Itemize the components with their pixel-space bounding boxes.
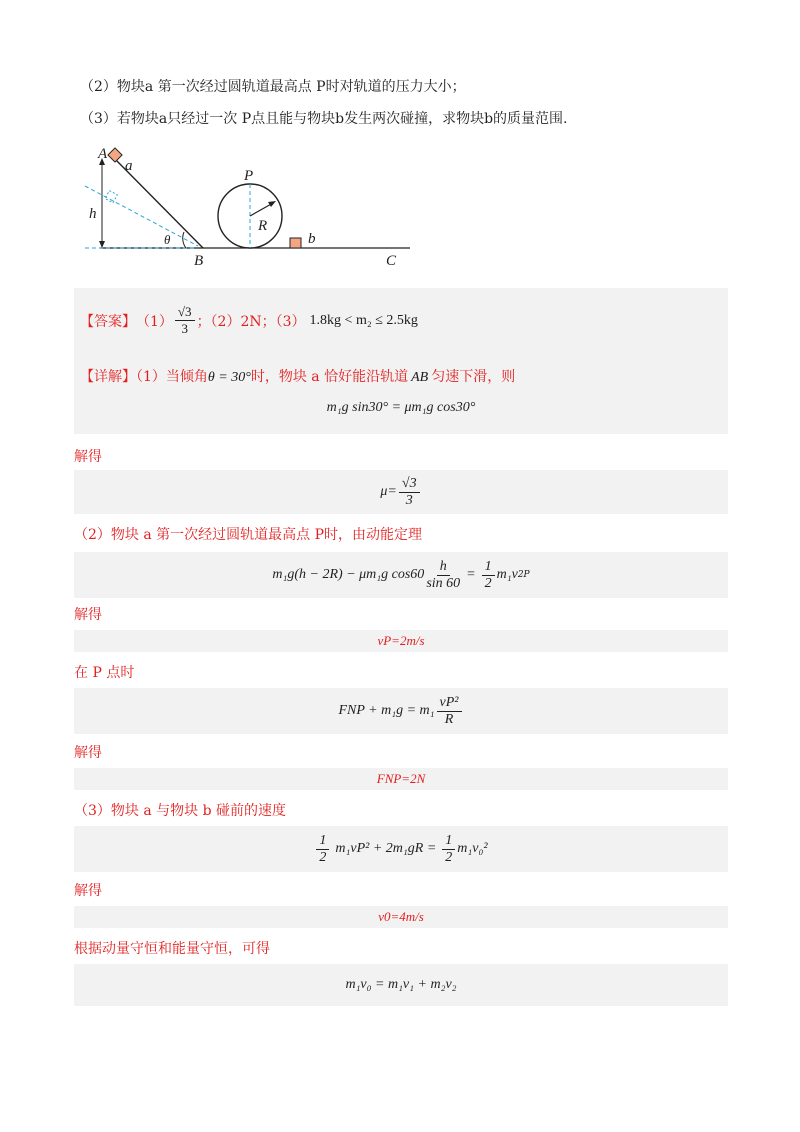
detail-ab: AB (411, 370, 429, 385)
vp-result: vP=2m/s (377, 633, 425, 648)
eq3-num: vP² (437, 695, 462, 712)
equation-1: m₁g sin30° = μm₁g cos30° (326, 400, 476, 415)
theta-arc (183, 232, 186, 248)
eq4-half2 (442, 833, 455, 866)
label-theta: θ (164, 232, 171, 247)
v0-block (74, 906, 728, 928)
vp-block (74, 630, 728, 652)
mu-den: 3 (405, 492, 413, 508)
label-b: b (308, 231, 316, 247)
part2-title: （2）物块 a 第一次经过圆轨道最高点 P时，由动能定理 (74, 527, 423, 543)
label-R: R (258, 218, 268, 234)
answer-line (80, 304, 418, 337)
eq2-eq: = (466, 567, 476, 582)
eq4-half1-den: 2 (319, 849, 327, 865)
detail-intro-b: 时，物块 a 恰好能沿轨道 (250, 369, 409, 385)
block-a (108, 148, 122, 162)
solve-label-4: 解得 (74, 883, 102, 899)
label-A: A (98, 146, 108, 162)
mu-block (74, 470, 728, 514)
equation-5-block (74, 964, 728, 1006)
eq4-half2-num: 1 (442, 833, 455, 850)
solve-label-2: 解得 (74, 607, 102, 623)
answer-range: 1.8kg < m₂ ≤ 2.5kg (309, 312, 418, 328)
at-p-label: 在 P 点时 (74, 665, 135, 681)
label-h: h (89, 206, 97, 222)
eq2-half (482, 559, 495, 592)
eq2-half-den: 2 (484, 575, 492, 591)
question-3: （3）若物块a只经过一次 P点且能与物块b发生两次碰撞，求物块b的质量范围. (80, 111, 568, 127)
eq3-den: R (444, 711, 454, 727)
answer-part2: ；（2）2N；（3） (196, 313, 306, 330)
eq2-lhs: m₁g(h − 2R) − μm₁g cos60 (272, 567, 425, 582)
mu-fraction (399, 476, 420, 509)
eq4-half2-den: 2 (445, 849, 453, 865)
v0-result: v0=4m/s (378, 909, 424, 924)
solve-label-3: 解得 (74, 745, 102, 761)
label-a: a (125, 158, 133, 174)
question-2: （2）物块a 第一次经过圆轨道最高点 P时对轨道的压力大小； (80, 79, 466, 95)
physics-diagram (80, 140, 420, 270)
detail-tag: 【详解】 (80, 369, 136, 385)
eq2-rhs: m₁v (496, 567, 518, 582)
detail-theta: θ = 30° (207, 370, 251, 385)
equation-2-block: m₁g(h − 2R) − μm₁g cos60 $\frac{h}{\sin 60}$ = $\frac{1}{2}$ m₁v 2 P (74, 552, 728, 598)
mu-lhs: μ= (380, 484, 397, 499)
equation-3-block (74, 688, 728, 734)
eq4-rhs: m₁v₀² (457, 841, 488, 856)
label-P: P (244, 168, 254, 184)
equation-5: m₁v₀ = m₁v₁ + m₂v₂ (345, 977, 457, 992)
equation-4-block (74, 826, 728, 872)
mu-num: √3 (399, 476, 420, 493)
label-C: C (386, 253, 397, 269)
eq2-fraction (426, 559, 460, 592)
answer-tag: 【答案】 (80, 313, 136, 330)
solve-label-1: 解得 (74, 449, 102, 465)
detail-intro-a: （1）当倾角 (136, 369, 208, 385)
answer-frac-num: √3 (175, 304, 195, 321)
eq2-num: h (437, 559, 450, 576)
block-a-dashed (105, 191, 117, 203)
eq3-fraction (437, 695, 462, 728)
block-b (290, 238, 301, 248)
eq4-half1 (316, 833, 329, 866)
eq4-half1-num: 1 (316, 833, 329, 850)
part3-title: （3）物块 a 与物块 b 碰前的速度 (74, 803, 287, 819)
radius-arrow (250, 203, 273, 216)
eq2-half-num: 1 (482, 559, 495, 576)
detail-intro-c: 匀速下滑，则 (431, 369, 516, 385)
fnp-block (74, 768, 728, 790)
eq4-mid: m₁vP² + 2m₁gR = (335, 841, 437, 856)
momentum-title: 根据动量守恒和能量守恒，可得 (74, 941, 270, 957)
detail-line (80, 366, 515, 386)
eq3-lhs: FNP + m₁g = m₁ (338, 703, 435, 718)
answer-fraction (175, 304, 195, 337)
answer-part1: （1） (136, 313, 173, 330)
label-B: B (194, 253, 204, 269)
eq2-den: sin 60 (426, 575, 461, 591)
fnp-result: FNP=2N (376, 771, 426, 786)
answer-frac-den: 3 (181, 321, 188, 336)
